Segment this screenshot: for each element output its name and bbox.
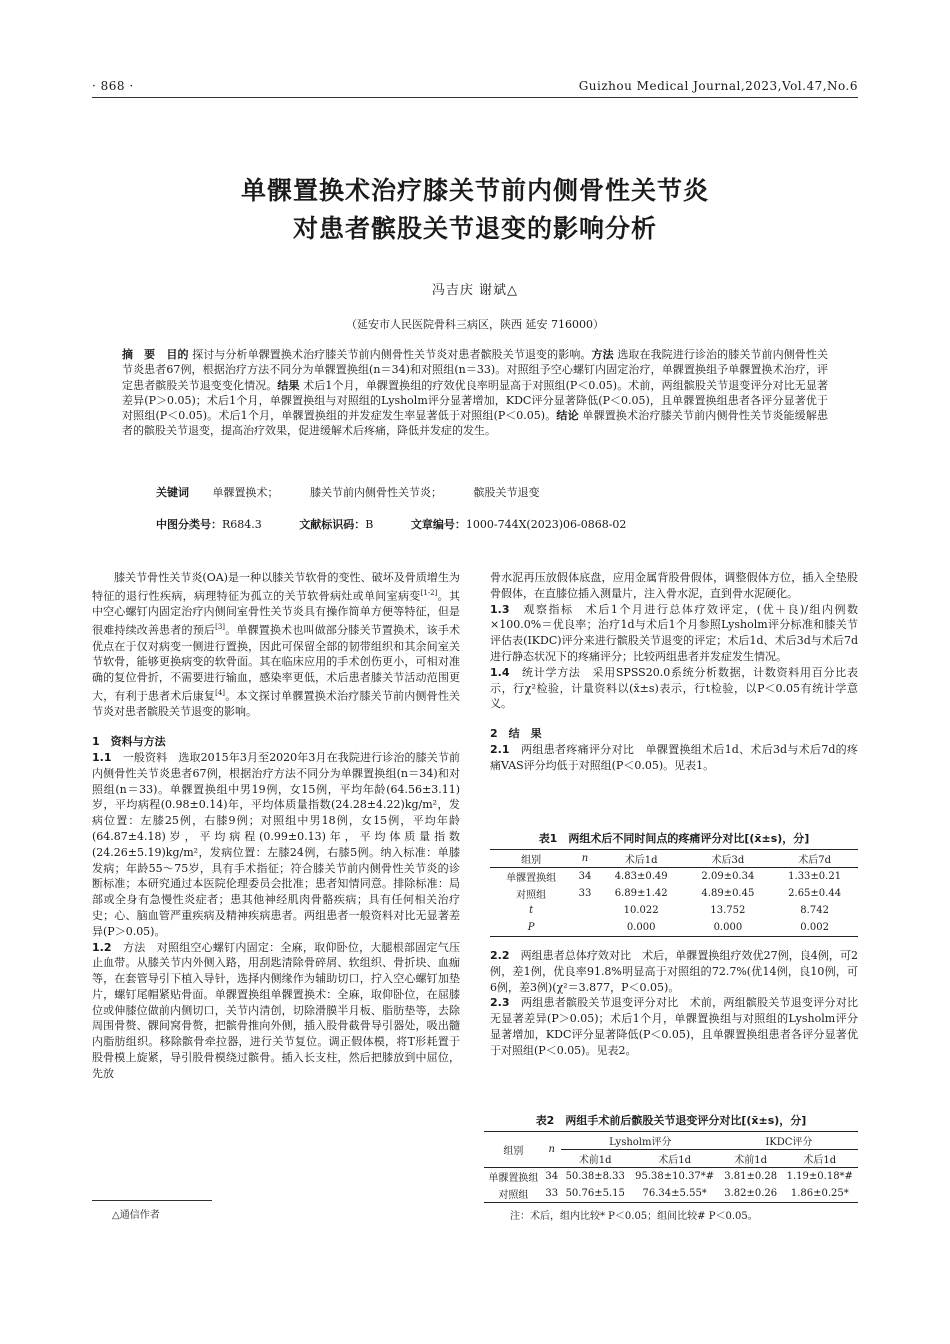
table-cell: 95.38±10.37*# [635, 1171, 715, 1182]
t2-header-ikdc: IKDC评分 [720, 1132, 858, 1150]
section-1-1 [92, 750, 460, 940]
table-cell: 4.89±0.45 [701, 888, 755, 899]
table-2-caption [484, 1112, 858, 1128]
intro-text-4: 。本文探讨单髁置换术治疗膝关节前内侧骨性关节炎对患者髌股关节退变的影响。 [92, 689, 461, 719]
table-cell [572, 902, 598, 919]
table-cell: 单髁置换组 [506, 873, 557, 884]
section-1-2-label: 1.2 [92, 940, 112, 954]
ref-4: [4] [215, 688, 226, 697]
affiliation: （延安市人民医院骨科三病区，陕西 延安 716000） [346, 318, 604, 331]
intro-paragraph [92, 570, 460, 720]
t2-sub-1: 术前1d [561, 1150, 630, 1168]
section-2-1-label: 2.1 [490, 742, 510, 756]
article-title [120, 172, 830, 248]
table-cell: 3.81±0.28 [724, 1171, 778, 1182]
abstract-label: 摘 要 [122, 348, 156, 361]
t1-header-n: n [572, 850, 598, 868]
clc-label: 中图分类号： [156, 518, 222, 531]
table-2-note: 注：术后，组内比较* P＜0.05；组间比较# P＜0.05。 [510, 1211, 758, 1222]
result-text: 术后1个月，单髁置换组的疗效优良率明显高于对照组(P＜0.05)。术前，两组髌股关节退变评分对比无显著差异(P＞0.05)；术后1个月，单髁置换组与对照组的Lysholm评分显著增加，KDC评分显著降低(P＜0.05)，且单髁置换组患者各评分显著优于对照组(P＜0.05)。术后1个月，单髁置换组的并发症发生率显著低于对照组(P＜0.05)。 [122, 378, 829, 423]
section-1-1-label: 1.1 [92, 750, 112, 764]
table-cell: 33 [578, 888, 592, 899]
t1-header-3d: 术后3d [685, 850, 772, 868]
t2-header-group: 组别 [484, 1132, 543, 1168]
classification [156, 516, 626, 532]
section-2-2-label: 2.2 [490, 949, 510, 962]
table-cell: 50.76±5.15 [561, 1185, 630, 1203]
article-number: 1000-744X(2023)06-0868-02 [465, 518, 627, 531]
section-1-3-text: 观察指标 术后1个月进行总体疗效评定，(优＋良)/组内例数×100.0%＝优良率；治疗1d与术后1个月参照Lysholm评分标准和膝关节评估表(IKDC)评分来进行髌股关节退变的评定；术后1d、术后3d与术后7d进行静态状况下的疼痛评分；比较两组患者并发症发生情况。 [490, 602, 858, 663]
table-cell: 1.86±0.25* [782, 1185, 858, 1203]
table-cell: P [490, 919, 572, 937]
table-cell [572, 919, 598, 937]
table-2-grid [484, 1131, 858, 1203]
table-row [490, 902, 858, 919]
section-2-2-text: 两组患者总体疗效对比 术后，单髁置换组疗效优27例，良4例，可2例，差1例，优良率91.8%明显高于对照组的72.7%(优14例，良10例，可6例，差3例)(χ²＝3.877，P＜0.05)。 [490, 949, 858, 994]
ref-3: [3] [215, 623, 226, 632]
t1-header-1d: 术后1d [598, 850, 685, 868]
section-1-1-text: 一般资料 选取2015年3月至2020年3月在我院进行诊治的膝关节前内侧骨性关节炎患者67例，根据治疗方法不同分为单髁置换组(n＝34)和对照组(n＝33)。单髁置换组中男19例，女15例，平均年龄(64.56±3.11)岁，平均病程(0.98±0.14)年，平均体质量指数(24.28±4.22)kg/m²，发病位置：左膝25例，右膝9例；对照组中男18例，女15例，平均年龄(64.87±4.18)岁，平均病程(0.99±0.13)年，平均体质量指数(24.26±5.19)kg/m²，发病位置：左膝24例，右膝5例。纳入标准：单膝发病；年龄55～75岁，具有手术指征；符合膝关节前内侧骨性关节炎的诊断标准；本研究通过本医院伦理委员会批准；患者知情同意。排除标准：局部或全身有急慢性炎症者；患其他神经肌肉骨骼疾病；具有任何相关治疗史；心、脑血管严重疾病及精神疾病患者。两组患者一般资料对比无显著差异(P＞0.05)。 [92, 750, 460, 938]
section-2-heading: 2 结 果 [490, 727, 542, 741]
t2-sub-2: 术后1d [630, 1150, 720, 1168]
keywords [156, 484, 540, 500]
table-cell: 50.38±8.33 [565, 1171, 625, 1182]
t2-sub-4: 术后1d [782, 1150, 858, 1168]
section-1-4-text: 统计学方法 采用SPSS20.0系统分析数据，计数资料用百分比表示，行χ²检验，计量资料以(x̄±s)表示，行t检验，以P＜0.05有统计学意义。 [490, 665, 858, 711]
t2-header-lysholm: Lysholm评分 [561, 1132, 720, 1150]
keyword-1: 单髁置换术； [212, 486, 279, 499]
keyword-3: 髌股关节退变 [473, 486, 540, 499]
result-label: 结果 [277, 378, 300, 392]
authors: 冯吉庆 谢斌△ [431, 283, 519, 298]
section-2-3-text: 两组患者髌股关节退变评分对比 术前，两组髌股关节退变评分对比无显著差异(P＞0.05)；术后1个月，单髁置换组与对照组的Lysholm评分显著增加，KDC评分显著降低(P＜0.05)，且单髁置换组患者各评分显著优于对照组(P＜0.05)。见表2。 [490, 996, 858, 1057]
section-2-1-text: 两组患者疼痛评分对比 单髁置换组术后1d、术后3d与术后7d的疼痛VAS评分均低于对照组(P＜0.05)。见表1。 [490, 742, 858, 772]
section-2-1 [490, 742, 858, 774]
table-1-caption-text: 表1 两组术后不同时间点的疼痛评分对比[(x̄±s)，分] [538, 832, 810, 845]
article-number-label: 文章编号： [410, 518, 466, 531]
table-cell: 0.000 [598, 919, 685, 937]
table-cell: 0.002 [771, 919, 858, 937]
t2-sub-3: 术前1d [720, 1150, 782, 1168]
doc-value: B [365, 518, 374, 531]
table-cell: 76.34±5.55* [630, 1185, 720, 1203]
table-row [484, 1185, 858, 1203]
table-cell: 33 [543, 1185, 561, 1203]
table-cell: 4.83±0.49 [614, 871, 668, 882]
table-cell: 0.000 [685, 919, 772, 937]
table-cell: 对照组 [484, 1185, 543, 1203]
method-label: 方法 [591, 348, 614, 361]
t1-header-group: 组别 [490, 850, 572, 868]
section-2-3 [490, 995, 858, 1058]
intro-text-3: 。单髁置换术也叫做部分膝关节置换术，该手术优点在于仅对病变一侧进行置换，因此可保留全部的韧带组织和其余间室关节软骨，能够更换病变的软骨面。其在临床应用的手术创伤更小，可相对准确的复位骨折，不需要进行输血，感染率更低，术后患者膝关节活动范围更大，有利于患者术后康复 [92, 623, 461, 703]
t1-header-7d: 术后7d [771, 850, 858, 868]
table-2 [484, 1112, 858, 1222]
table-cell: t [529, 905, 534, 916]
table-cell: 对照组 [516, 890, 547, 901]
continued-text: 骨水泥再压放假体底盘，应用金属背股骨假体，调整假体方位，插入全垫股骨假体，在直膝位插入测量片，注入骨水泥，直到骨水泥硬化。 [490, 571, 858, 600]
section-2-3-label: 2.3 [490, 996, 510, 1010]
conclusion-text: 单髁置换术治疗膝关节前内侧骨性关节炎能缓解患者的髌股关节退变，提高治疗效果，促进缓解术后疼痛，降低并发症的发生。 [122, 409, 829, 438]
footnote-rule [92, 1200, 212, 1201]
table-cell: 2.09±0.34 [701, 871, 755, 882]
table-cell: 1.33±0.21 [788, 871, 842, 882]
footnote: △通信作者 [112, 1210, 160, 1221]
table-row [484, 1168, 858, 1186]
method-text: 选取在我院进行诊治的膝关节前内侧骨性关节炎患者67例，根据治疗方法不同分为单髁置换组(n＝34)和对照组(n＝33)。对照组予空心螺钉内固定治疗，单髁置换组予单髁置换术治疗，评定患者髌股关节退变变化情况。 [122, 348, 828, 392]
journal-info: Guizhou Medical Journal,2023,Vol.47,No.6 [578, 79, 858, 93]
doc-label: 文献标识码： [299, 518, 366, 531]
table-1 [490, 830, 858, 937]
table-cell: 10.022 [623, 905, 659, 916]
right-column-lower [490, 948, 858, 1059]
table-cell: 34 [578, 871, 592, 882]
table-cell: 8.742 [800, 905, 829, 916]
section-1-2-text: 方法 对照组空心螺钉内固定：全麻，取仰卧位，大腿根部固定气压止血带。从膝关节内外侧入路，用刮匙清除骨碎屑、软组织、骨折块、血痂等，在套管导引下植入导针，选择内侧缘作为辅助切口，拧入空心螺钉加垫片，螺钉尾帽紧贴骨面。单髁置换组单髁置换术：全麻，取仰卧位，在屈膝位或伸膝位做前内侧切口，关节内清创，切除滑膜半月板、脂肪垫等，去除周围骨赘、髁间窝骨赘，把髌骨推向外侧，插入股骨截骨导引器处，吸出髓内脂肪组织。移除髌骨牵拉器，进行关节复位。调正假体模，将T形耗置于股骨模上旋紧，导引股骨模绕过髌骨。插入长支柱，然后把膝放到中屈位，先放 [92, 940, 460, 1080]
intro-text-1: 膝关节骨性关节炎(OA)是一种以膝关节软骨的变性、破坏及骨质增生为特征的退行性疾病，病理特征为孤立的关节软骨病灶或单间室病变 [92, 571, 460, 603]
table-cell: 3.82±0.26 [720, 1185, 782, 1203]
section-2-2 [490, 948, 858, 995]
section-1-3-label: 1.3 [490, 602, 510, 616]
right-column [490, 570, 858, 774]
abstract [122, 347, 828, 439]
table-cell: 1.19±0.18*# [786, 1171, 853, 1182]
left-column [92, 570, 460, 1082]
section-1-heading: 1 资料与方法 [92, 735, 166, 749]
table-2-caption-text: 表2 两组手术前后髌股关节退变评分对比[(x̄±s)，分] [535, 1114, 807, 1127]
table-cell: 单髁置换组 [488, 1173, 539, 1184]
table-row [490, 885, 858, 902]
section-1-4-label: 1.4 [490, 665, 510, 679]
table-1-grid [490, 849, 858, 937]
t2-header-n: n [543, 1132, 561, 1168]
section-1-2 [92, 940, 460, 1082]
table-row [490, 868, 858, 886]
objective-text: 探讨与分析单髁置换术治疗膝关节前内侧骨性关节炎对患者髌股关节退变的影响。 [192, 348, 592, 361]
table-1-caption [490, 830, 858, 846]
title-line-1: 单髁置换术治疗膝关节前内侧骨性关节炎 [240, 176, 709, 205]
title-line-2: 对患者髌股关节退变的影响分析 [292, 214, 657, 243]
table-cell: 13.752 [710, 905, 746, 916]
intro-text-2: 。其中空心螺钉内固定治疗内侧间室骨性关节炎具有操作简单方便等特征，但是很难持续改善患者的预后 [92, 589, 461, 637]
section-1-3 [490, 602, 858, 665]
table-cell: 6.89±1.42 [614, 888, 668, 899]
ref-1-2: [1-2] [420, 588, 438, 597]
header-rule [92, 97, 858, 98]
table-row [490, 919, 858, 937]
conclusion-label: 结论 [556, 409, 579, 423]
table-cell: 34 [545, 1171, 559, 1182]
clc-value: R684.3 [222, 518, 262, 531]
section-1-4 [490, 665, 858, 712]
keyword-2: 膝关节前内侧骨性关节炎； [310, 486, 442, 499]
keywords-label: 关键词 [156, 486, 189, 499]
objective-label: 目的 [166, 348, 189, 361]
table-cell: 2.65±0.44 [788, 888, 842, 899]
page-number: · 868 · [92, 79, 134, 93]
